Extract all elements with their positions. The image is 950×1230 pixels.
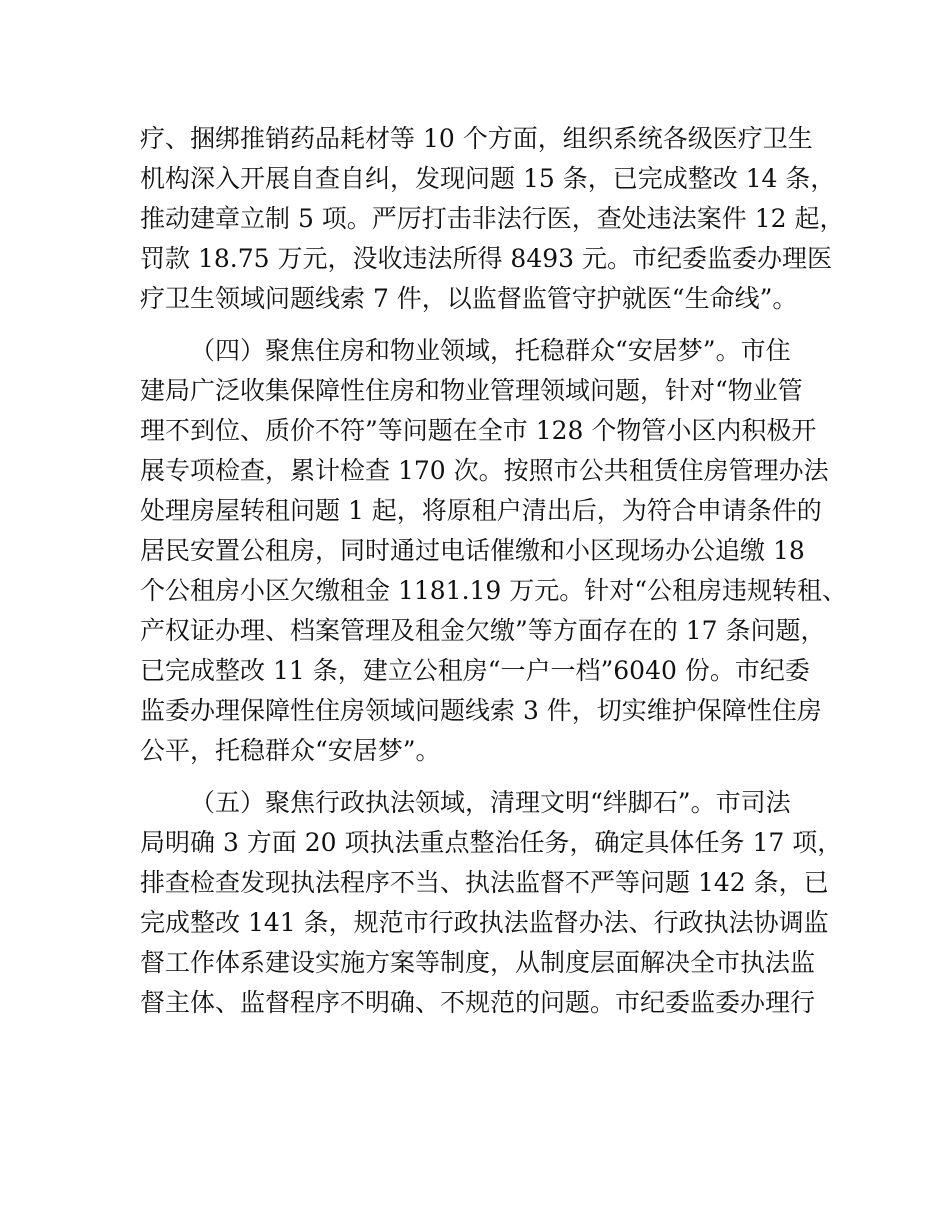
paragraph-housing: [140, 331, 848, 771]
text-line: 监委办理保障性住房领域问题线索 3 件，切实维护保障性住房: [140, 696, 822, 725]
paragraph-law-enforcement: [140, 783, 843, 1023]
text-line: 理不到位、质价不符”等问题在全市 128 个物管小区内积极开: [140, 416, 817, 445]
text-line: 居民安置公租房，同时通过电话催缴和小区现场办公追缴 18: [140, 536, 805, 565]
text-line: 展专项检查，累计检查 170 次。按照市公共租赁住房管理办法: [140, 456, 829, 485]
text-line: 公平，托稳群众“安居梦”。: [140, 736, 441, 765]
text-line: 产权证办理、档案管理及租金欠缴”等方面存在的 17 条问题，: [140, 616, 826, 645]
text-line: 建局广泛收集保障性住房和物业管理领域问题，针对“物业管: [140, 376, 803, 405]
text-line: 完成整改 141 条，规范市行政执法监督办法、行政执法协调监: [140, 908, 829, 937]
paragraph-health: [140, 119, 845, 319]
text-line: 机构深入开展自查自纠，发现问题 15 条，已完成整改 14 条，: [140, 164, 836, 193]
text-line: （五）聚焦行政执法领域，清理文明“绊脚石”。市司法: [190, 788, 791, 817]
text-line: 推动建章立制 5 项。严厉打击非法行医，查处违法案件 12 起，: [140, 204, 845, 233]
text-line: 罚款 18.75 万元，没收违法所得 8493 元。市纪委监委办理医: [140, 244, 832, 273]
text-line: 处理房屋转租问题 1 起，将原租户清出后，为符合申请条件的: [140, 496, 822, 525]
text-line: （四）聚焦住房和物业领域，托稳群众“安居梦”。市住: [190, 336, 791, 365]
text-line: 督主体、监督程序不明确、不规范的问题。市纪委监委办理行: [140, 988, 816, 1017]
document-body: [140, 119, 848, 1035]
text-line: 局明确 3 方面 20 项执法重点整治任务，确定具体任务 17 项，: [140, 828, 843, 857]
text-line: 个公租房小区欠缴租金 1181.19 万元。针对“公租房违规转租、: [140, 576, 848, 605]
text-line: 已完成整改 11 条，建立公租房“一户一档”6040 份。市纪委: [140, 656, 810, 685]
text-line: 疗、捆绑推销药品耗材等 10 个方面，组织系统各级医疗卫生: [140, 124, 813, 153]
text-line: 疗卫生领域问题线索 7 件，以监督监管守护就医“生命线”。: [140, 284, 798, 313]
text-line: 排查检查发现执法程序不当、执法监督不严等问题 142 条，已: [140, 868, 829, 897]
text-line: 督工作体系建设实施方案等制度，从制度层面解决全市执法监: [140, 948, 816, 977]
